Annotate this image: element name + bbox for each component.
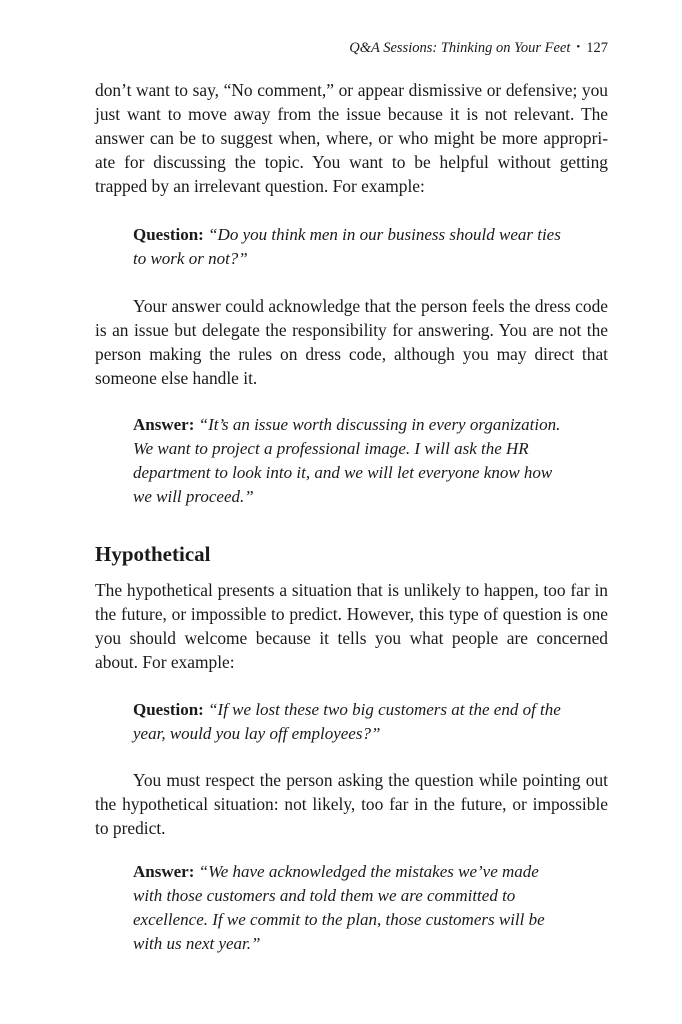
paragraph-hypothetical-intro: The hypothetical presents a situation that is unlikely to happen, too far in the future, or impossible to predict. However, this type of question is one you should welcome because it tells you what people are concerned about. For example:: [95, 580, 608, 672]
paragraph-irrelevant-intro: don’t want to say, “No comment,” or appear dismissive or defensive; you just want to move away from the issue because it is not relevant. The answer can be to suggest when, where, or who might be more appropri-ate for discussing the topic. You want to be helpful without getting trapped by an irrelevant question. For example:: [95, 80, 608, 196]
example-question-dress-code: [133, 223, 570, 271]
example-answer-dress-code: [133, 413, 570, 509]
answer-label: Answer:: [133, 415, 195, 434]
paragraph-hypothetical-answer: You must respect the person asking the question while pointing out the hypothetical situation: not likely, too far in the future, or impossible to predict.: [95, 770, 608, 838]
answer-label: Answer:: [133, 862, 195, 881]
question-text: “If we lost these two big customers at the end of the year, would you lay off employees?”: [133, 700, 561, 743]
example-answer-layoffs: [133, 860, 570, 956]
running-title: Q&A Sessions: Thinking on Your Feet: [349, 40, 571, 56]
running-header: [349, 40, 608, 57]
example-question-layoffs: [133, 698, 570, 746]
answer-text: “We have acknowledged the mistakes we’ve made with those customers and told them we are committed to excellence. If we commit to the plan, those customers will be with us next year.”: [133, 862, 545, 953]
paragraph-dress-code-answer: Your answer could acknowledge that the person feels the dress code is an issue but delegate the responsibility for answering. You are not the person making the rules on dress code, although you may direct that someone else handle it.: [95, 296, 608, 388]
question-text: “Do you think men in our business should wear ties to work or not?”: [133, 225, 561, 268]
answer-text: “It’s an issue worth discussing in every organization. We want to project a professional image. I will ask the HR department to look into it, and we will let everyone know how we will proceed.”: [133, 415, 561, 506]
section-heading-hypothetical: Hypothetical: [95, 542, 211, 566]
question-label: Question:: [133, 225, 204, 244]
page-number: 127: [586, 40, 608, 56]
header-separator: •: [576, 41, 581, 53]
question-label: Question:: [133, 700, 204, 719]
